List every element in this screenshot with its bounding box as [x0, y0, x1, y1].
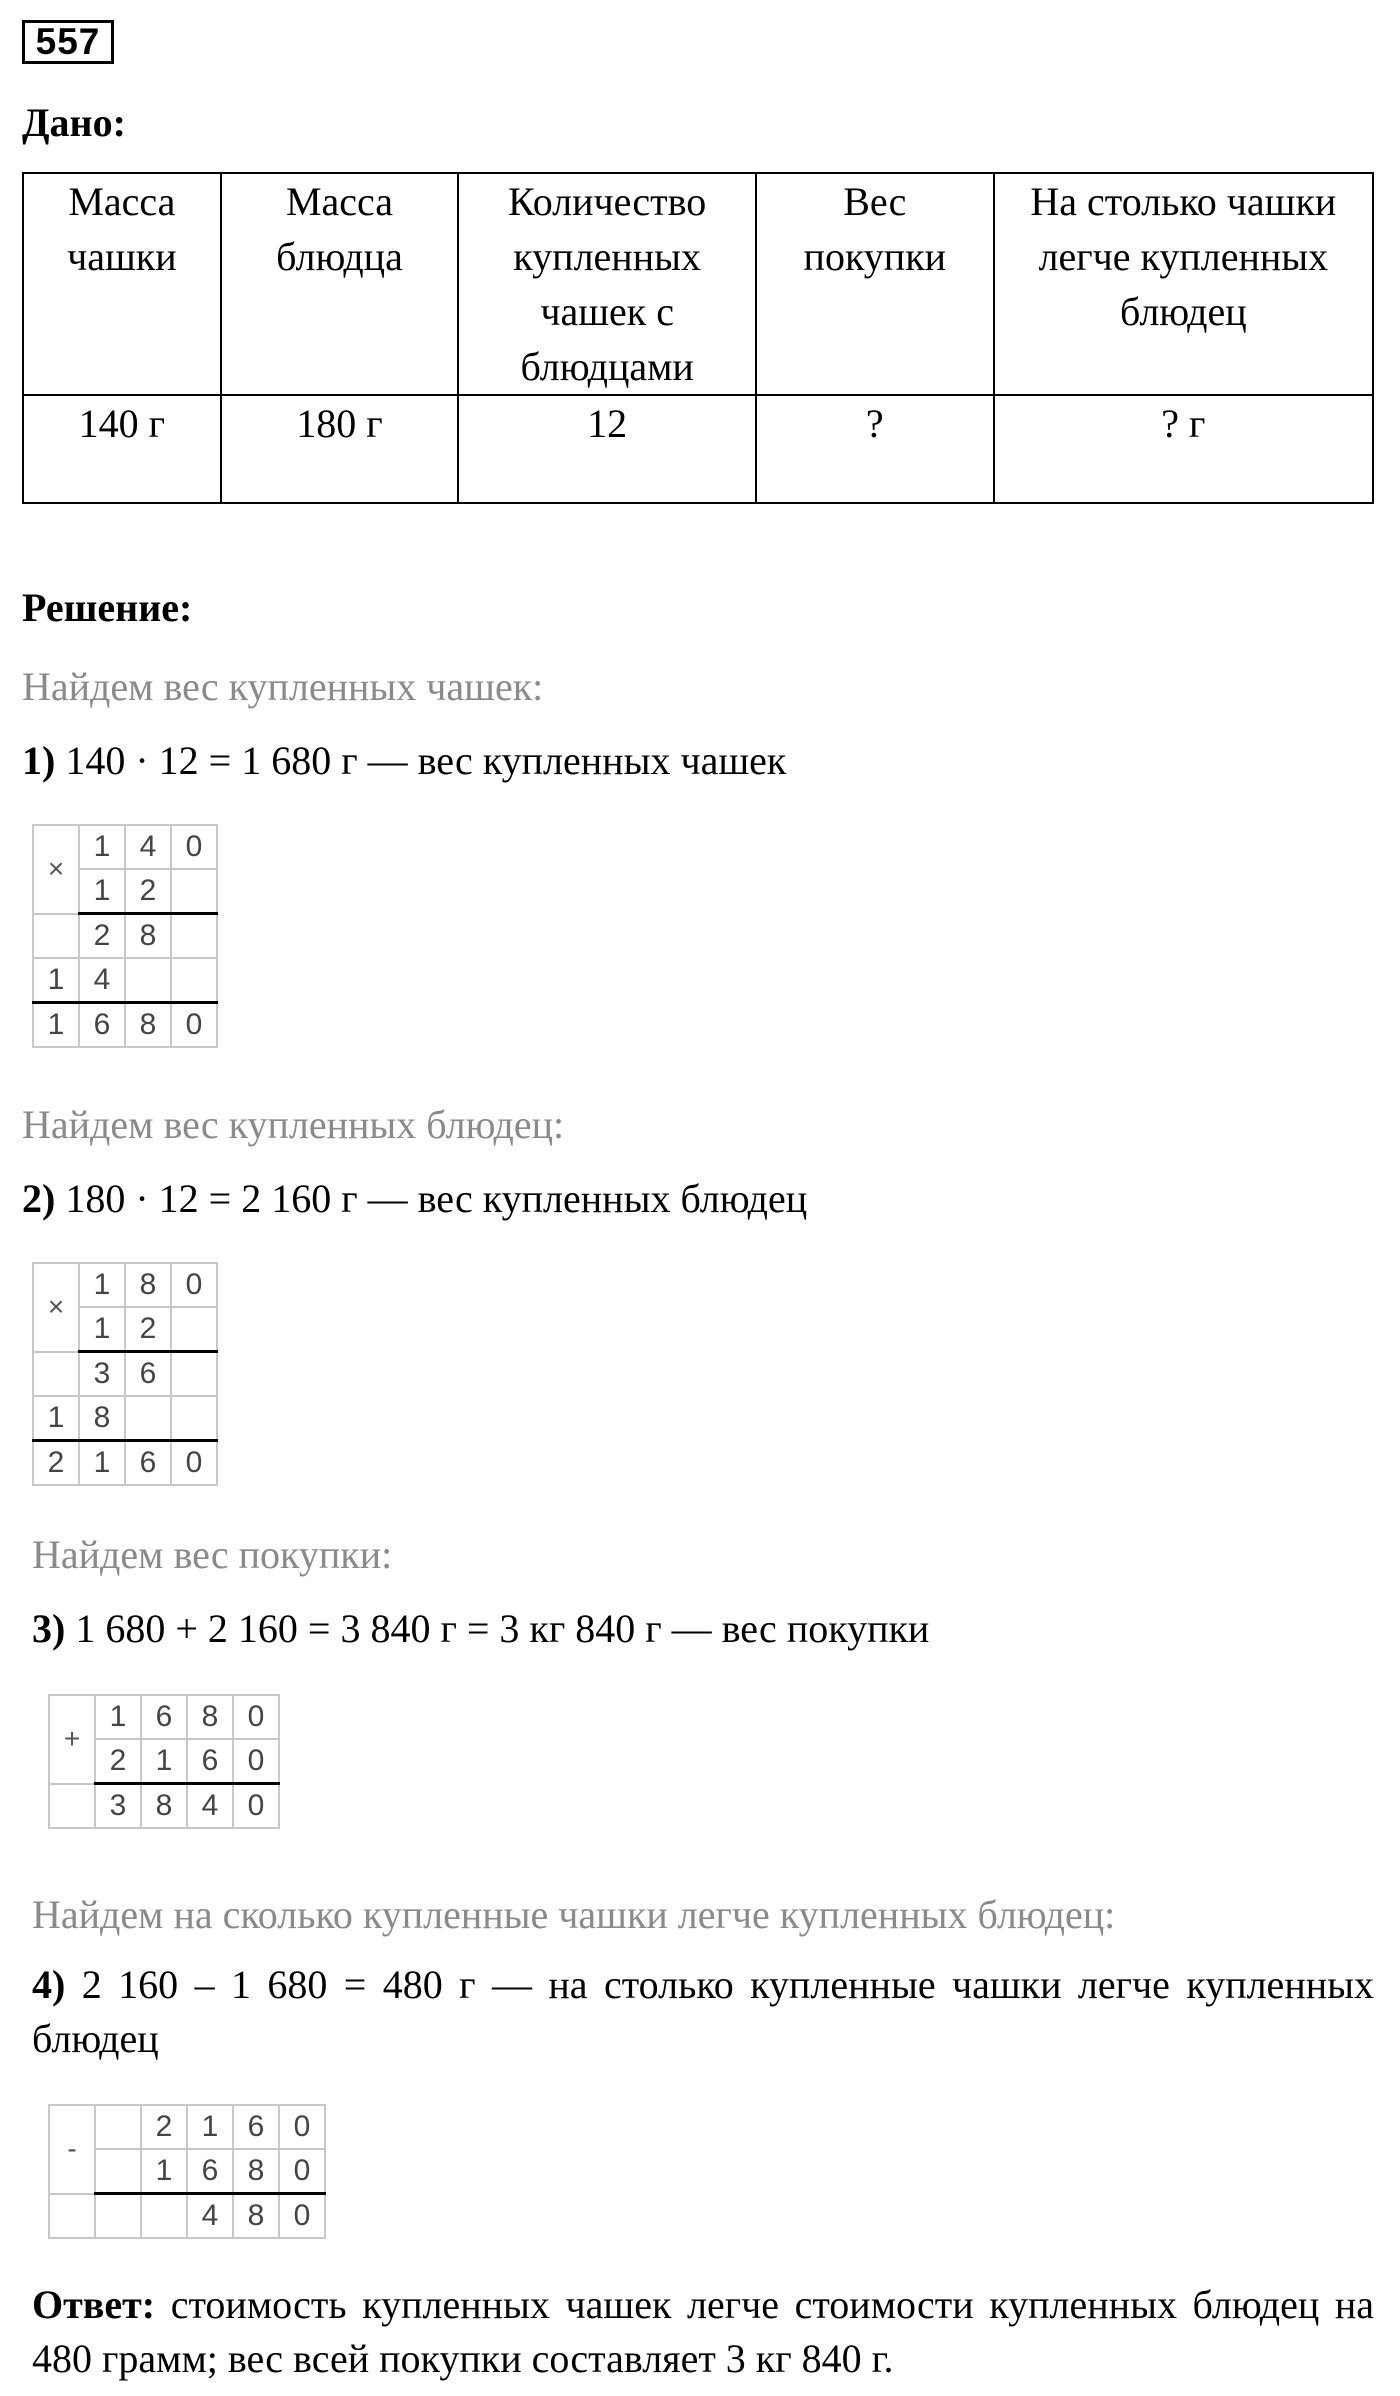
calc-cell: 1: [141, 2149, 187, 2194]
calc-cell: 1: [79, 1441, 125, 1486]
calc-grid: [32, 1262, 218, 1486]
calc-cell: 6: [125, 1352, 171, 1397]
calc-cell: [171, 914, 217, 959]
operator-cell: -: [49, 2105, 95, 2194]
header-line: Количество: [508, 179, 707, 224]
step-equation: [32, 1958, 1374, 2066]
calc-row: [33, 825, 217, 869]
calc-cell: 8: [233, 2194, 279, 2239]
step-number: 2): [22, 1176, 56, 1221]
given-value: 180 г: [221, 395, 459, 503]
header-line: покупки: [803, 234, 947, 279]
calc-cell: [33, 914, 79, 959]
calc-cell: 4: [187, 2194, 233, 2239]
calc-cell: 6: [187, 2149, 233, 2194]
calc-cell: 0: [171, 1003, 217, 1048]
answer-text: стоимость купленных чашек легче стоимости купленных блюдец на 480 грамм; вес всей покупки составляет 3 кг 840 г.: [32, 2282, 1375, 2381]
header-line: блюдца: [276, 234, 403, 279]
step-intro: Найдем вес покупки:: [32, 1532, 393, 1577]
calc-cell: 3: [95, 1784, 141, 1829]
calc-cell: 0: [233, 1695, 279, 1739]
header-line: купленных: [513, 234, 701, 279]
given-table-header-row: [23, 173, 1373, 395]
header-line: блюдцами: [520, 344, 694, 389]
header-line: легче купленных: [1038, 234, 1329, 279]
step-equation: [32, 1606, 929, 1652]
calc-cell: 0: [171, 825, 217, 869]
given-col-header: [23, 173, 221, 395]
calc-cell: 6: [233, 2105, 279, 2149]
step-equation: [22, 1176, 807, 1222]
calc-row: [33, 1263, 217, 1307]
operator-cell: ×: [33, 825, 79, 914]
calc-row: [49, 1784, 279, 1829]
calc-cell: [95, 2105, 141, 2149]
given-heading: Дано:: [22, 100, 126, 145]
calc-cell: [49, 2194, 95, 2239]
calc-cell: 4: [79, 958, 125, 1003]
calc-cell: [171, 1307, 217, 1352]
calc-cell: 1: [79, 1307, 125, 1352]
calc-cell: 1: [95, 1695, 141, 1739]
header-line: Масса: [285, 179, 394, 224]
step-equation: [22, 738, 786, 784]
header-line: Масса: [68, 179, 176, 224]
calc-cell: [171, 1396, 217, 1441]
calc-cell: 8: [79, 1396, 125, 1441]
calc-cell: [171, 958, 217, 1003]
given-value: 140 г: [23, 395, 221, 503]
calc-cell: 8: [141, 1784, 187, 1829]
calc-cell: 1: [79, 1263, 125, 1307]
calc-cell: 0: [279, 2105, 325, 2149]
header-line: На столько чашки: [1030, 179, 1337, 224]
step-number: 3): [32, 1606, 66, 1651]
operator-cell: ×: [33, 1263, 79, 1352]
answer: [32, 2278, 1374, 2386]
step-intro: Найдем вес купленных чашек:: [22, 664, 544, 709]
calc-cell: 0: [233, 1784, 279, 1829]
calc-cell: 8: [187, 1695, 233, 1739]
calc-cell: 0: [171, 1441, 217, 1486]
given-col-header: [756, 173, 994, 395]
calc-grid: [32, 824, 218, 1048]
calc-cell: 1: [79, 869, 125, 914]
given-table: [22, 172, 1374, 504]
calc-row: [33, 1003, 217, 1048]
calc-cell: 1: [33, 958, 79, 1003]
header-line: чашек с: [540, 289, 674, 334]
given-value: ?: [756, 395, 994, 503]
calc-cell: 6: [141, 1695, 187, 1739]
calc-grid: [48, 2104, 326, 2239]
given-col-header: [221, 173, 459, 395]
calc-cell: [49, 1784, 95, 1829]
calc-cell: 0: [233, 1739, 279, 1784]
step-number: 4): [32, 1962, 66, 2007]
calc-cell: 1: [187, 2105, 233, 2149]
calc-cell: [125, 958, 171, 1003]
calc-row: [33, 914, 217, 959]
calc-cell: 1: [33, 1396, 79, 1441]
calc-cell: 6: [187, 1739, 233, 1784]
calc-cell: 8: [233, 2149, 279, 2194]
calc-cell: 6: [125, 1441, 171, 1486]
step-text: 2 160 – 1 680 = 480 г — на столько купленные чашки легче купленных блюдец: [32, 1962, 1375, 2061]
calc-cell: 2: [125, 869, 171, 914]
step-intro: Найдем на сколько купленные чашки легче купленных блюдец:: [32, 1892, 1116, 1937]
step-number: 1): [22, 738, 56, 783]
calc-cell: 1: [141, 1739, 187, 1784]
step-text: 180 · 12 = 2 160 г — вес купленных блюдец: [65, 1176, 808, 1221]
calc-row: [33, 1441, 217, 1486]
calc-cell: 2: [33, 1441, 79, 1486]
given-col-header: [458, 173, 756, 395]
solution-heading: Решение:: [22, 585, 193, 630]
calc-cell: [33, 1352, 79, 1397]
problem-number: 557: [22, 20, 114, 64]
calc-cell: 0: [279, 2149, 325, 2194]
calc-cell: 8: [125, 914, 171, 959]
calc-cell: 8: [125, 1003, 171, 1048]
step-text: 140 · 12 = 1 680 г — вес купленных чашек: [65, 738, 787, 783]
calc-cell: [95, 2149, 141, 2194]
step-intro: Найдем вес купленных блюдец:: [22, 1102, 565, 1147]
given-table-values-row: [23, 395, 1373, 503]
calc-cell: 6: [79, 1003, 125, 1048]
calc-cell: 4: [187, 1784, 233, 1829]
header-line: блюдец: [1119, 289, 1247, 334]
given-value: 12: [458, 395, 756, 503]
calc-cell: 2: [125, 1307, 171, 1352]
calc-row: [49, 2105, 325, 2149]
calc-cell: 0: [279, 2194, 325, 2239]
step-text: 1 680 + 2 160 = 3 840 г = 3 кг 840 г — вес покупки: [75, 1606, 930, 1651]
calc-cell: [171, 1352, 217, 1397]
calc-cell: 4: [125, 825, 171, 869]
answer-label: Ответ:: [32, 2282, 156, 2327]
header-line: Вес: [843, 179, 907, 224]
calc-grid: [48, 1694, 280, 1829]
calc-row: [49, 2194, 325, 2239]
calc-cell: 2: [95, 1739, 141, 1784]
given-value: ? г: [994, 395, 1373, 503]
calc-row: [33, 1396, 217, 1441]
calc-cell: [141, 2194, 187, 2239]
calc-cell: [171, 869, 217, 914]
calc-row: [33, 958, 217, 1003]
calc-row: [33, 1352, 217, 1397]
calc-cell: 8: [125, 1263, 171, 1307]
calc-cell: [95, 2194, 141, 2239]
calc-cell: 0: [171, 1263, 217, 1307]
given-col-header: [994, 173, 1373, 395]
calc-cell: 3: [79, 1352, 125, 1397]
calc-cell: 2: [79, 914, 125, 959]
calc-cell: 1: [33, 1003, 79, 1048]
operator-cell: +: [49, 1695, 95, 1784]
calc-cell: [125, 1396, 171, 1441]
calc-cell: 2: [141, 2105, 187, 2149]
header-line: чашки: [67, 234, 177, 279]
calc-cell: 1: [79, 825, 125, 869]
calc-row: [49, 1695, 279, 1739]
